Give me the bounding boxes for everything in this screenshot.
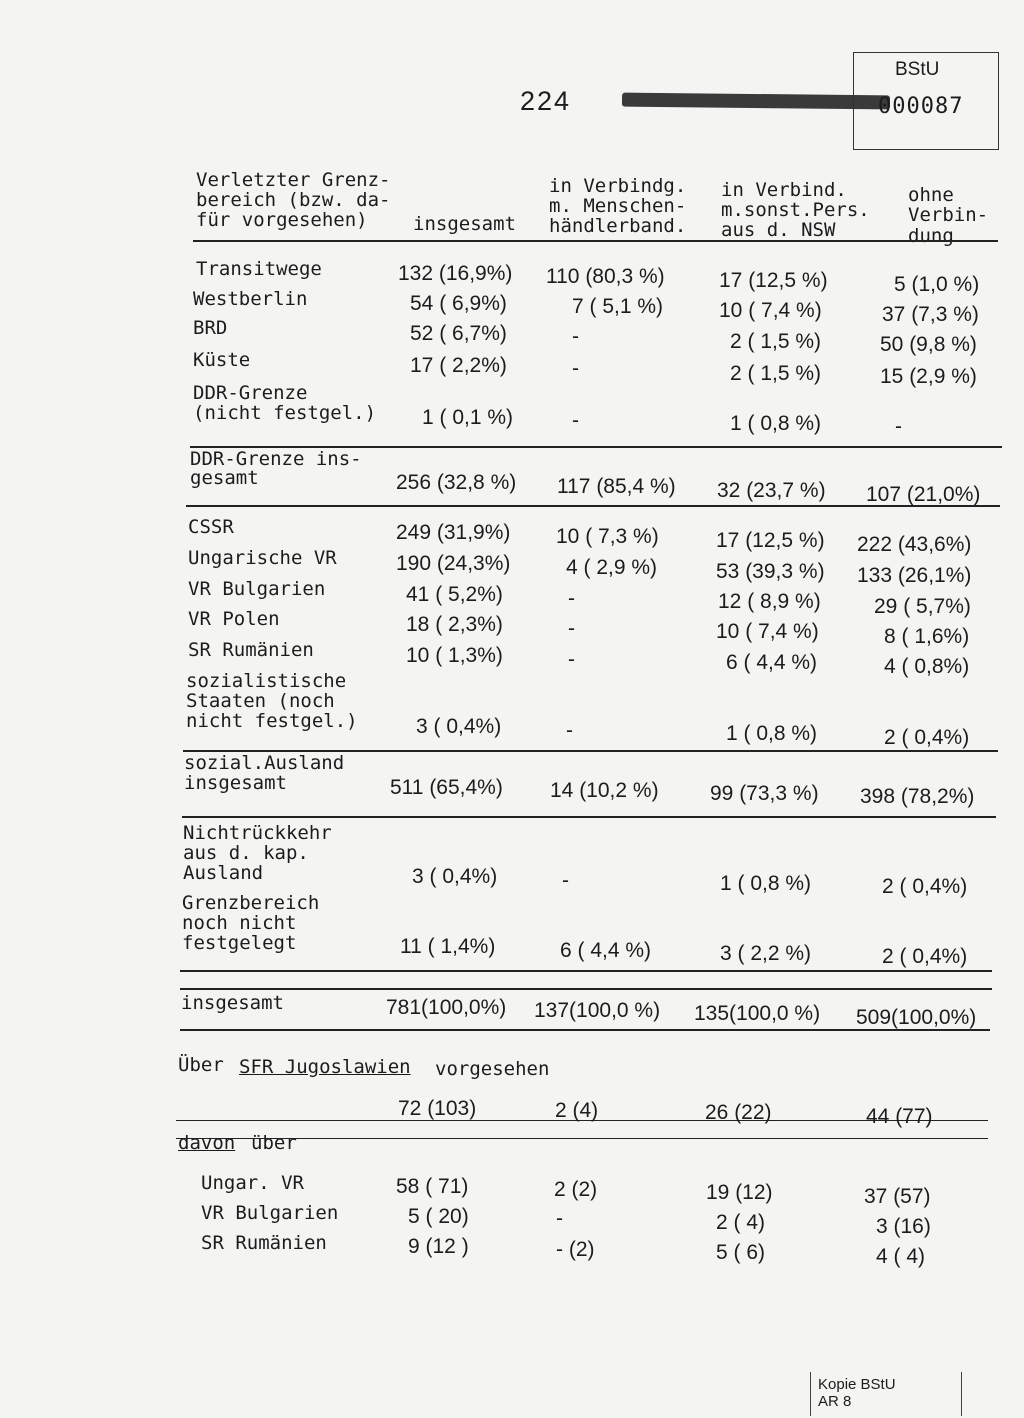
- cell-ohne-verbindung: 5 (1,0 %): [894, 273, 980, 296]
- copy-stamp-line1: Kopie BStU: [818, 1376, 896, 1393]
- cell-insgesamt: 3 ( 0,4%): [412, 865, 498, 888]
- yugo-row-label: VR Bulgarien: [201, 1202, 339, 1224]
- cell-menschenhaendler: -: [572, 357, 579, 380]
- row-label: Transitwege: [196, 258, 322, 280]
- rule-total-2: [180, 988, 992, 990]
- cell-menschenhaendler: 117 (85,4 %): [557, 475, 676, 498]
- cell-ohne-verbindung: -: [895, 415, 902, 438]
- yugo-cell-ohne-verbindung: 37 (57): [864, 1185, 931, 1208]
- row-label: Küste: [193, 349, 251, 371]
- row-label: Ungarische VR: [188, 547, 337, 569]
- rule-yugo-totals-2: [176, 1138, 988, 1139]
- cell-ohne-verbindung: 509(100,0%): [856, 1006, 977, 1029]
- header-col4-line1: in Verbind.: [721, 179, 847, 201]
- yugo-heading-prefix: Über: [178, 1054, 224, 1076]
- cell-menschenhaendler: 6 ( 4,4 %): [560, 939, 652, 962]
- cell-insgesamt: 256 (32,8 %): [396, 471, 517, 494]
- cell-ohne-verbindung: 222 (43,6%): [857, 533, 972, 556]
- row-label: Grenzbereich: [182, 892, 320, 914]
- header-col3-line3: händlerband.: [549, 215, 687, 237]
- cell-insgesamt: 18 ( 2,3%): [406, 613, 503, 636]
- cell-insgesamt: 11 ( 1,4%): [400, 935, 496, 958]
- cell-menschenhaendler: -: [568, 587, 575, 610]
- yugo-total-ohne-verbindung: 44 (77): [866, 1105, 933, 1128]
- row-label: insgesamt: [184, 772, 287, 794]
- stamp-number: 000087: [878, 94, 964, 119]
- row-label: VR Bulgarien: [188, 578, 326, 600]
- cell-menschenhaendler: 110 (80,3 %): [546, 265, 665, 288]
- cell-insgesamt: 1 ( 0,1 %): [422, 406, 514, 429]
- cell-sonst-pers: 53 (39,3 %): [716, 560, 825, 583]
- cell-insgesamt: 781(100,0%): [386, 996, 507, 1019]
- row-label: CSSR: [188, 516, 234, 538]
- cell-menschenhaendler: -: [572, 325, 579, 348]
- cell-insgesamt: 52 ( 6,7%): [410, 322, 507, 345]
- cell-sonst-pers: 12 ( 8,9 %): [718, 590, 821, 613]
- row-label: noch nicht: [182, 912, 297, 934]
- rule-header: [193, 240, 998, 242]
- rule-total: [180, 970, 992, 972]
- header-col1-line1: Verletzter Grenz-: [196, 169, 391, 191]
- cell-ohne-verbindung: 50 (9,8 %): [880, 333, 977, 356]
- yugo-cell-ohne-verbindung: 3 (16): [876, 1215, 931, 1238]
- row-label: gesamt: [190, 467, 259, 489]
- cell-menschenhaendler: 4 ( 2,9 %): [566, 556, 658, 579]
- cell-insgesamt: 190 (24,3%): [396, 552, 511, 575]
- davon-rest: über: [251, 1132, 297, 1154]
- cell-sonst-pers: 2 ( 1,5 %): [730, 330, 822, 353]
- yugo-row-label: Ungar. VR: [201, 1172, 304, 1194]
- yugo-cell-sonst-pers: 19 (12): [706, 1181, 773, 1204]
- header-col5-line3: dung: [908, 225, 954, 247]
- cell-menschenhaendler: -: [566, 719, 573, 742]
- cell-sonst-pers: 1 ( 0,8 %): [720, 872, 812, 895]
- cell-sonst-pers: 1 ( 0,8 %): [726, 722, 818, 745]
- cell-ohne-verbindung: 29 ( 5,7%): [874, 595, 971, 618]
- cell-ohne-verbindung: 2 ( 0,4%): [882, 945, 968, 968]
- row-label: SR Rumänien: [188, 639, 314, 661]
- row-label: insgesamt: [181, 992, 284, 1014]
- stamp-label: BStU: [895, 59, 940, 80]
- cell-sonst-pers: 10 ( 7,4 %): [716, 620, 819, 643]
- cell-menschenhaendler: -: [568, 617, 575, 640]
- row-label: Westberlin: [193, 288, 308, 310]
- yugo-cell-ohne-verbindung: 4 ( 4): [876, 1245, 926, 1268]
- cell-sonst-pers: 17 (12,5 %): [716, 529, 825, 552]
- yugo-cell-menschenhaendler: - (2): [556, 1238, 595, 1261]
- cell-menschenhaendler: 137(100,0 %): [534, 999, 661, 1022]
- cell-ohne-verbindung: 2 ( 0,4%): [882, 875, 968, 898]
- yugo-total-sonst-pers: 26 (22): [705, 1101, 772, 1124]
- cell-menschenhaendler: -: [572, 409, 579, 432]
- cell-sonst-pers: 6 ( 4,4 %): [726, 651, 818, 674]
- row-label: Ausland: [183, 862, 264, 884]
- cell-sonst-pers: 2 ( 1,5 %): [730, 362, 822, 385]
- cell-ohne-verbindung: 15 (2,9 %): [880, 365, 977, 388]
- redaction-bar: [622, 93, 890, 110]
- row-label: sozial.Ausland: [184, 752, 345, 774]
- header-col5-line2: Verbin-: [908, 204, 989, 226]
- rule-total-bottom: [180, 1029, 990, 1031]
- cell-insgesamt: 10 ( 1,3%): [406, 644, 503, 667]
- yugo-cell-insgesamt: 5 ( 20): [408, 1205, 469, 1228]
- header-col3-line2: m. Menschen-: [549, 195, 687, 217]
- cell-insgesamt: 41 ( 5,2%): [406, 583, 503, 606]
- cell-insgesamt: 3 ( 0,4%): [416, 715, 502, 738]
- rule-sozial-bottom: [182, 816, 996, 818]
- cell-ohne-verbindung: 8 ( 1,6%): [884, 625, 970, 648]
- header-col4-line2: m.sonst.Pers.: [721, 199, 870, 221]
- cell-ohne-verbindung: 4 ( 0,8%): [884, 655, 970, 678]
- cell-sonst-pers: 3 ( 2,2 %): [720, 942, 812, 965]
- row-label: (nicht festgel.): [193, 402, 377, 424]
- yugo-cell-menschenhaendler: -: [556, 1207, 563, 1230]
- cell-menschenhaendler: -: [562, 869, 569, 892]
- cell-sonst-pers: 135(100,0 %): [694, 1002, 821, 1025]
- cell-insgesamt: 249 (31,9%): [396, 521, 511, 544]
- cell-sonst-pers: 10 ( 7,4 %): [719, 299, 822, 322]
- cell-menschenhaendler: -: [568, 648, 575, 671]
- header-col5-line1: ohne: [908, 184, 954, 206]
- cell-ohne-verbindung: 133 (26,1%): [857, 564, 972, 587]
- row-label: festgelegt: [182, 932, 297, 954]
- header-col1-line3: für vorgesehen): [196, 209, 368, 231]
- row-label: DDR-Grenze: [193, 382, 308, 404]
- copy-stamp-line2: AR 8: [818, 1393, 852, 1410]
- yugo-row-label: SR Rumänien: [201, 1232, 327, 1254]
- cell-ohne-verbindung: 2 ( 0,4%): [884, 726, 970, 749]
- cell-insgesamt: 132 (16,9%): [398, 262, 513, 285]
- header-col4-line3: aus d. NSW: [721, 219, 836, 241]
- cell-insgesamt: 17 ( 2,2%): [410, 354, 507, 377]
- row-label: aus d. kap.: [183, 842, 309, 864]
- row-label: VR Polen: [188, 608, 280, 630]
- header-col1-line2: bereich (bzw. da-: [196, 189, 391, 211]
- row-label: DDR-Grenze ins-: [190, 448, 362, 470]
- yugo-heading-country: SFR Jugoslawien: [239, 1056, 411, 1078]
- cell-sonst-pers: 1 ( 0,8 %): [730, 412, 822, 435]
- row-label: Staaten (noch: [186, 690, 335, 712]
- row-label: BRD: [193, 317, 228, 339]
- header-col2: insgesamt: [413, 213, 516, 235]
- yugo-total-insgesamt: 72 (103): [398, 1097, 477, 1120]
- yugo-cell-insgesamt: 58 ( 71): [396, 1175, 469, 1198]
- cell-insgesamt: 54 ( 6,9%): [410, 292, 507, 315]
- cell-menschenhaendler: 14 (10,2 %): [550, 779, 659, 802]
- yugo-cell-insgesamt: 9 (12 ): [408, 1235, 469, 1258]
- yugo-cell-menschenhaendler: 2 (2): [554, 1178, 598, 1201]
- page-number: 224: [520, 86, 572, 116]
- cell-sonst-pers: 32 (23,7 %): [717, 479, 826, 502]
- row-label: sozialistische: [186, 670, 347, 692]
- row-label: nicht festgel.): [186, 710, 358, 732]
- yugo-cell-sonst-pers: 5 ( 6): [716, 1241, 766, 1264]
- yugo-cell-sonst-pers: 2 ( 4): [716, 1211, 766, 1234]
- yugo-total-menschenhaendler: 2 (4): [555, 1099, 599, 1122]
- cell-sonst-pers: 17 (12,5 %): [719, 269, 828, 292]
- header-col3-line1: in Verbindg.: [549, 175, 687, 197]
- cell-insgesamt: 511 (65,4%): [390, 776, 503, 799]
- cell-ohne-verbindung: 107 (21,0%): [866, 483, 981, 506]
- cell-sonst-pers: 99 (73,3 %): [710, 782, 819, 805]
- cell-ohne-verbindung: 398 (78,2%): [860, 785, 975, 808]
- cell-menschenhaendler: 7 ( 5,1 %): [572, 295, 664, 318]
- davon-label: davon: [178, 1132, 236, 1154]
- yugo-heading-suffix: vorgesehen: [435, 1058, 550, 1080]
- row-label: Nichtrückkehr: [183, 822, 332, 844]
- cell-ohne-verbindung: 37 (7,3 %): [882, 303, 979, 326]
- cell-menschenhaendler: 10 ( 7,3 %): [556, 525, 659, 548]
